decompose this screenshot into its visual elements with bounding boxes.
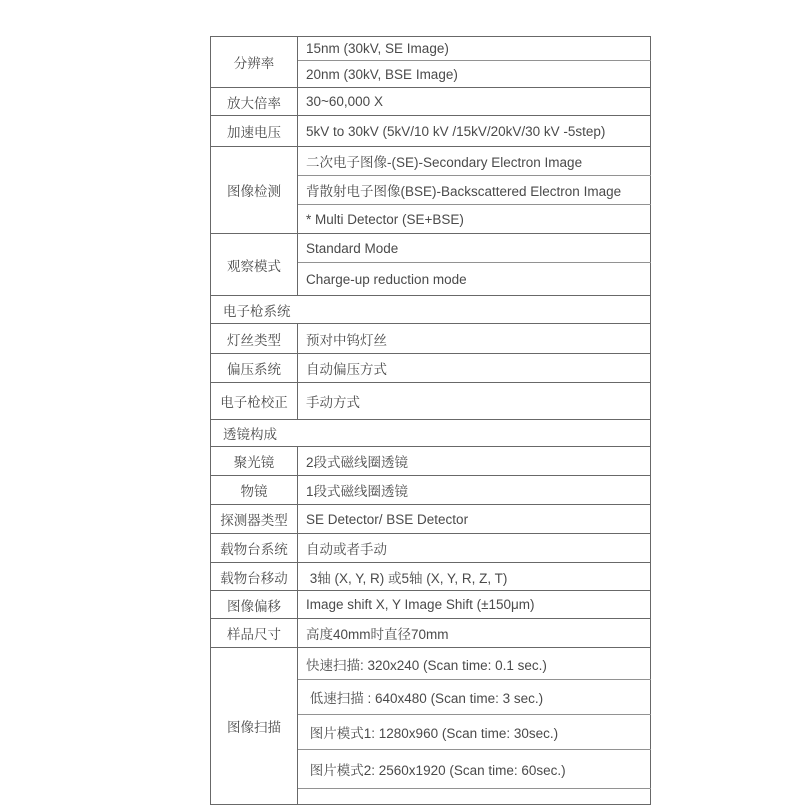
spec-label-cell: 图像检测 xyxy=(211,147,298,234)
spec-row xyxy=(211,147,651,176)
section-header-cell: 透镜构成 xyxy=(211,420,651,447)
spec-value-cell: 自动或者手动 xyxy=(298,534,651,563)
spec-label-cell: 载物台系统 xyxy=(211,534,298,563)
spec-row xyxy=(211,534,651,563)
spec-value-cell: 1段式磁线圈透镜 xyxy=(298,476,651,505)
spec-row xyxy=(211,37,651,61)
spec-value-cell: Standard Mode xyxy=(298,234,651,263)
spec-label-cell: 偏压系统 xyxy=(211,354,298,383)
spec-row xyxy=(211,619,651,648)
spec-label-cell: 载物台移动 xyxy=(211,563,298,591)
spec-value-cell: Image shift X, Y Image Shift (±150μm) xyxy=(298,591,651,619)
spec-value-cell: 高度40mm时直径70mm xyxy=(298,619,651,648)
spec-row xyxy=(211,447,651,476)
spec-row xyxy=(211,648,651,680)
section-header-cell: 电子枪系统 xyxy=(211,296,651,324)
spec-value-cell: 二次电子图像-(SE)-Secondary Electron Image xyxy=(298,147,651,176)
spec-value-cell: 背散射电子图像(BSE)-Backscattered Electron Image xyxy=(298,176,651,205)
spec-value-cell: 30~60,000 X xyxy=(298,88,651,116)
spec-row xyxy=(211,383,651,420)
spec-label-cell: 聚光镜 xyxy=(211,447,298,476)
spec-label-cell: 图像扫描 xyxy=(211,648,298,805)
spec-value-cell: 3轴 (X, Y, R) 或5轴 (X, Y, R, Z, T) xyxy=(298,563,651,591)
spec-row xyxy=(211,234,651,263)
spec-value-cell: 自动偏压方式 xyxy=(298,354,651,383)
spec-row xyxy=(211,591,651,619)
spec-value-cell: 15nm (30kV, SE Image) xyxy=(298,37,651,61)
spec-label-cell: 加速电压 xyxy=(211,116,298,147)
spec-label-cell: 放大倍率 xyxy=(211,88,298,116)
spec-value-cell: 2段式磁线圈透镜 xyxy=(298,447,651,476)
spec-row xyxy=(211,563,651,591)
spec-value-cell: 图片模式2: 2560x1920 (Scan time: 60sec.) xyxy=(298,750,651,789)
spec-label-cell: 电子枪校正 xyxy=(211,383,298,420)
spec-row xyxy=(211,354,651,383)
spec-label-cell: 探测器类型 xyxy=(211,505,298,534)
spec-label-cell: 观察模式 xyxy=(211,234,298,296)
spec-label-cell: 分辨率 xyxy=(211,37,298,88)
spec-table-body xyxy=(211,37,651,805)
spec-value-cell: 低速扫描 : 640x480 (Scan time: 3 sec.) xyxy=(298,680,651,715)
spec-row xyxy=(211,324,651,354)
spec-value-cell: 20nm (30kV, BSE Image) xyxy=(298,61,651,88)
spec-value-cell: * Multi Detector (SE+BSE) xyxy=(298,205,651,234)
spec-value-cell: 图片模式1: 1280x960 (Scan time: 30sec.) xyxy=(298,715,651,750)
spec-label-cell: 物镜 xyxy=(211,476,298,505)
spec-label-cell: 样品尺寸 xyxy=(211,619,298,648)
section-row xyxy=(211,420,651,447)
spec-row xyxy=(211,505,651,534)
spec-row xyxy=(211,116,651,147)
section-row xyxy=(211,296,651,324)
spec-row xyxy=(211,88,651,116)
spec-value-cell: 手动方式 xyxy=(298,383,651,420)
spec-row xyxy=(211,476,651,505)
spec-table xyxy=(210,36,651,805)
spec-value-cell: 预对中钨灯丝 xyxy=(298,324,651,354)
spec-value-cell: 快速扫描: 320x240 (Scan time: 0.1 sec.) xyxy=(298,648,651,680)
spec-value-cell: SE Detector/ BSE Detector xyxy=(298,505,651,534)
spec-value-cell: Charge-up reduction mode xyxy=(298,263,651,296)
spec-value-cell xyxy=(298,789,651,805)
spec-label-cell: 灯丝类型 xyxy=(211,324,298,354)
spec-label-cell: 图像偏移 xyxy=(211,591,298,619)
spec-value-cell: 5kV to 30kV (5kV/10 kV /15kV/20kV/30 kV -5step) xyxy=(298,116,651,147)
